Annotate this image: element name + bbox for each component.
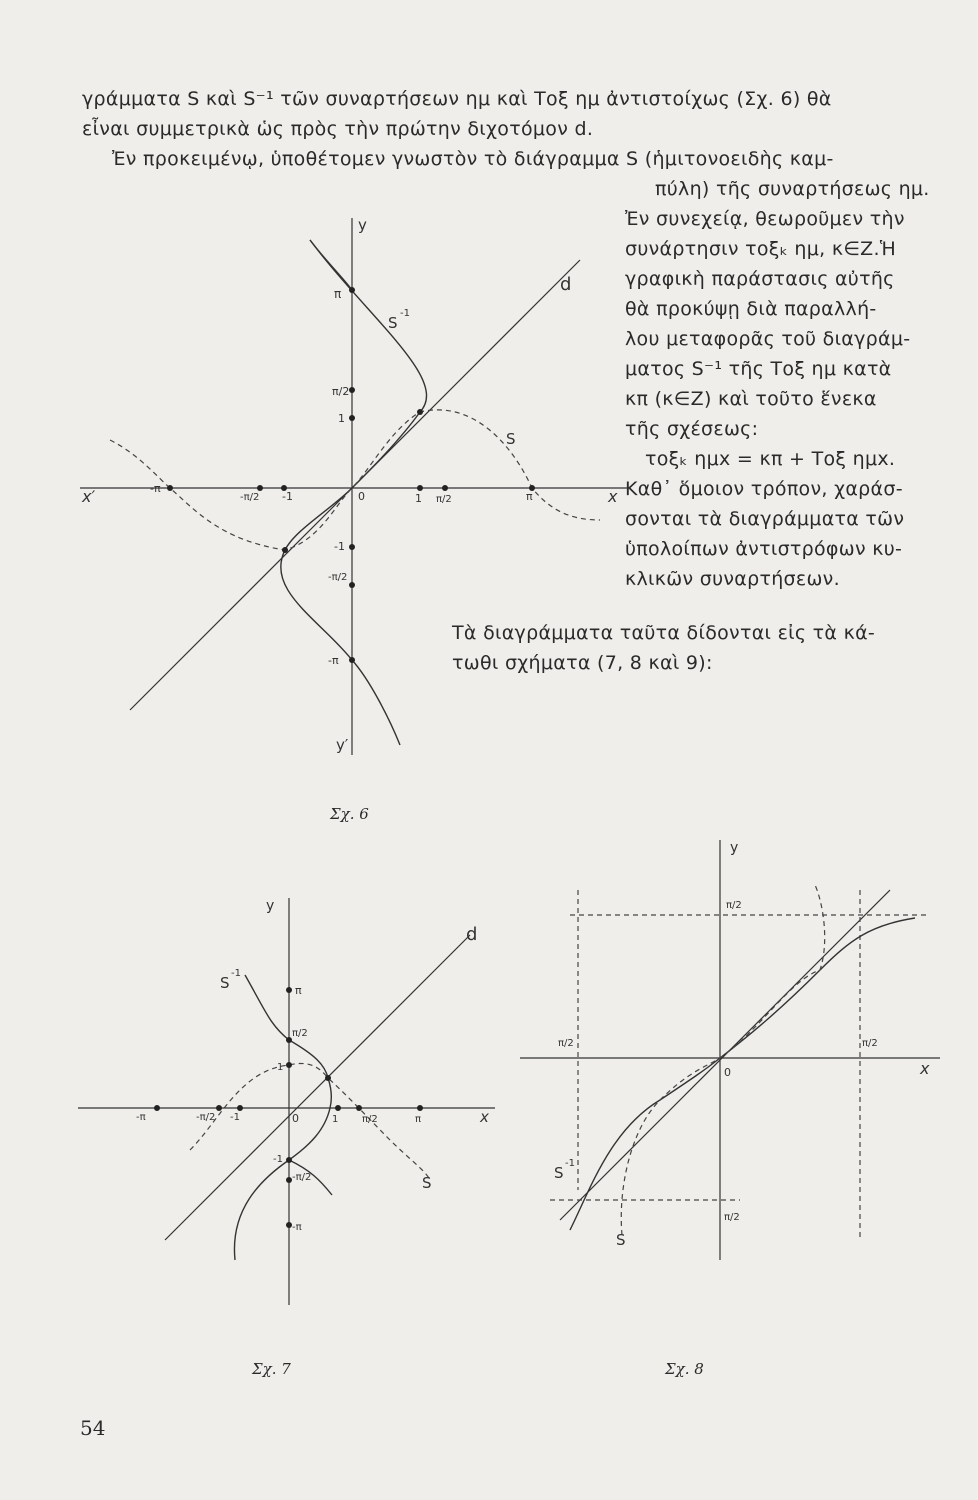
fig6-tick-one: 1 — [338, 412, 345, 425]
fig6-curve-s-inverse-upper — [310, 240, 352, 290]
fig7-tick-y-neg-one: -1 — [273, 1154, 283, 1165]
fig7-label-s-inverse: S — [220, 974, 230, 992]
fig7-tick-pi-half: π/2 — [292, 1028, 308, 1039]
fig6-label-x: x — [608, 487, 618, 506]
fig7-tick-one: 1 — [277, 1062, 284, 1073]
fig6-label-d: d — [560, 274, 572, 295]
right-column-line: λου μεταφορᾶς τοῦ διαγράμ- — [625, 328, 911, 350]
fig8-tick-x-neg-pi-half: π/2 — [558, 1038, 574, 1049]
text-line-3: Ἐν προκειμένῳ, ὑποθέτομεν γνωστὸν τὸ διάγραμμα S (ἡμιτονοειδὴς καμ- — [112, 148, 834, 170]
fig6-label-s-inverse-exp: -1 — [400, 308, 410, 319]
right-column-line: κλικῶν συναρτήσεων. — [625, 568, 840, 590]
fig6-tick-x-one: 1 — [415, 492, 422, 505]
fig7-tick-neg-pi: -π — [136, 1112, 146, 1123]
right-column-line: πύλη) τῆς συναρτήσεως ημ. — [655, 178, 930, 200]
fig6-tick-y-neg-pi: -π — [328, 654, 339, 667]
text-line-2: εἶναι συμμετρικὰ ὡς πρὸς τὴν πρώτην διχοτόμον d. — [82, 118, 594, 140]
fig8-label-x: x — [920, 1059, 930, 1078]
fig7-tick-neg-one: -1 — [230, 1112, 240, 1123]
right-column-line: κπ (κ∈Z) καὶ τοῦτο ἕνεκα — [625, 388, 877, 410]
fig6-label-s: S — [506, 430, 516, 448]
fig6-tick-zero: 0 — [358, 490, 365, 503]
fig6-tick-pi: π — [334, 287, 342, 301]
fig6-curve-s — [110, 410, 600, 550]
fig7-label-d: d — [466, 924, 478, 945]
figure-7 — [70, 880, 510, 1320]
right-column-line: γραφικὴ παράστασις αὐτῆς — [625, 268, 895, 290]
fig7-label-y: y — [266, 898, 275, 914]
fig7-tick-x-pi-half: π/2 — [362, 1114, 378, 1125]
figure-8 — [510, 830, 950, 1270]
fig8-tick-x-pi-half: π/2 — [862, 1038, 878, 1049]
right-column-line: ματος S⁻¹ τῆς Τοξ ημ κατὰ — [625, 358, 892, 380]
right-column-line: Καθ᾽ ὅμοιον τρόπον, χαράσ- — [625, 478, 903, 500]
fig7-tick-x-pi: π — [415, 1114, 422, 1125]
fig6-label-x-prime: x′ — [82, 487, 96, 506]
right-column-line: θὰ προκύψῃ διὰ παραλλή- — [625, 298, 877, 320]
fig7-tick-y-neg-pi-half: -π/2 — [292, 1172, 312, 1183]
fig8-label-s-inverse: S — [554, 1164, 564, 1182]
fig7-label-x: x — [480, 1108, 489, 1126]
fig6-tick-neg-one: -1 — [282, 490, 293, 503]
fig6-tick-y-neg-pi-half: -π/2 — [328, 572, 348, 583]
fig8-tick-y-neg-pi-half: π/2 — [724, 1212, 740, 1223]
fig7-tick-pi: π — [295, 984, 302, 997]
fig7-curve-s-inverse — [234, 975, 331, 1260]
paragraph-2-line-2: τωθι σχήματα (7, 8 καὶ 9): — [452, 652, 713, 674]
fig7-tick-x-one: 1 — [332, 1114, 339, 1125]
fig8-curve-s-inverse — [570, 918, 915, 1230]
fig8-tick-zero: 0 — [724, 1066, 731, 1079]
fig6-tick-y-neg-one: -1 — [334, 540, 345, 553]
fig7-tick-neg-pi-half: -π/2 — [196, 1112, 216, 1123]
fig6-tick-x-pi-half: π/2 — [436, 494, 452, 505]
fig7-tick-zero: 0 — [292, 1112, 299, 1125]
fig6-tick-pi-half: π/2 — [332, 385, 350, 398]
fig8-label-s-inverse-exp: -1 — [565, 1158, 575, 1169]
figure-8-caption: Σχ. 8 — [665, 1360, 704, 1378]
figure-7-caption: Σχ. 7 — [252, 1360, 291, 1378]
fig8-label-y: y — [730, 840, 739, 856]
fig6-label-s-inverse: S — [388, 314, 398, 332]
fig6-label-y-prime: y′ — [336, 736, 349, 754]
fig7-tick-y-neg-pi: -π — [292, 1222, 302, 1233]
page-number: 54 — [80, 1416, 106, 1440]
text-line-1: γράμματα S καὶ S⁻¹ τῶν συναρτήσεων ημ καὶ Τοξ ημ ἀντιστοίχως (Σχ. 6) θὰ — [82, 88, 832, 110]
fig7-bisector-d — [165, 935, 470, 1240]
fig7-curve-s — [190, 1063, 430, 1180]
right-column-line: τῆς σχέσεως: — [625, 418, 759, 440]
right-column-line: σονται τὰ διαγράμματα τῶν — [625, 508, 905, 530]
fig8-label-s: S — [616, 1231, 626, 1249]
fig6-tick-neg-pi: -π — [150, 482, 161, 495]
fig7-label-s: S — [422, 1174, 432, 1192]
fig8-curve-s — [621, 885, 824, 1235]
right-column-line: Ἐν συνεχείᾳ, θεωροῦμεν τὴν — [625, 208, 905, 230]
fig6-tick-x-pi: π — [526, 490, 533, 503]
paragraph-2-line-1: Τὰ διαγράμματα ταῦτα δίδονται εἰς τὰ κά- — [452, 622, 876, 644]
figure-6-caption: Σχ. 6 — [330, 805, 369, 823]
fig6-label-y: y — [358, 216, 367, 234]
right-column-line: τοξₖ ημx = κπ + Τοξ ημx. — [645, 448, 896, 470]
fig7-label-s-inverse-exp: -1 — [231, 968, 241, 979]
right-column-line: ὑπολοίπων ἀντιστρόφων κυ- — [625, 538, 903, 560]
fig6-tick-neg-pi-half: -π/2 — [240, 492, 260, 503]
fig8-tick-y-pi-half: π/2 — [726, 900, 742, 911]
figure-6 — [70, 200, 650, 780]
right-column-line: συνάρτησιν τοξₖ ημ, κ∈Z.Ἡ — [625, 238, 897, 260]
